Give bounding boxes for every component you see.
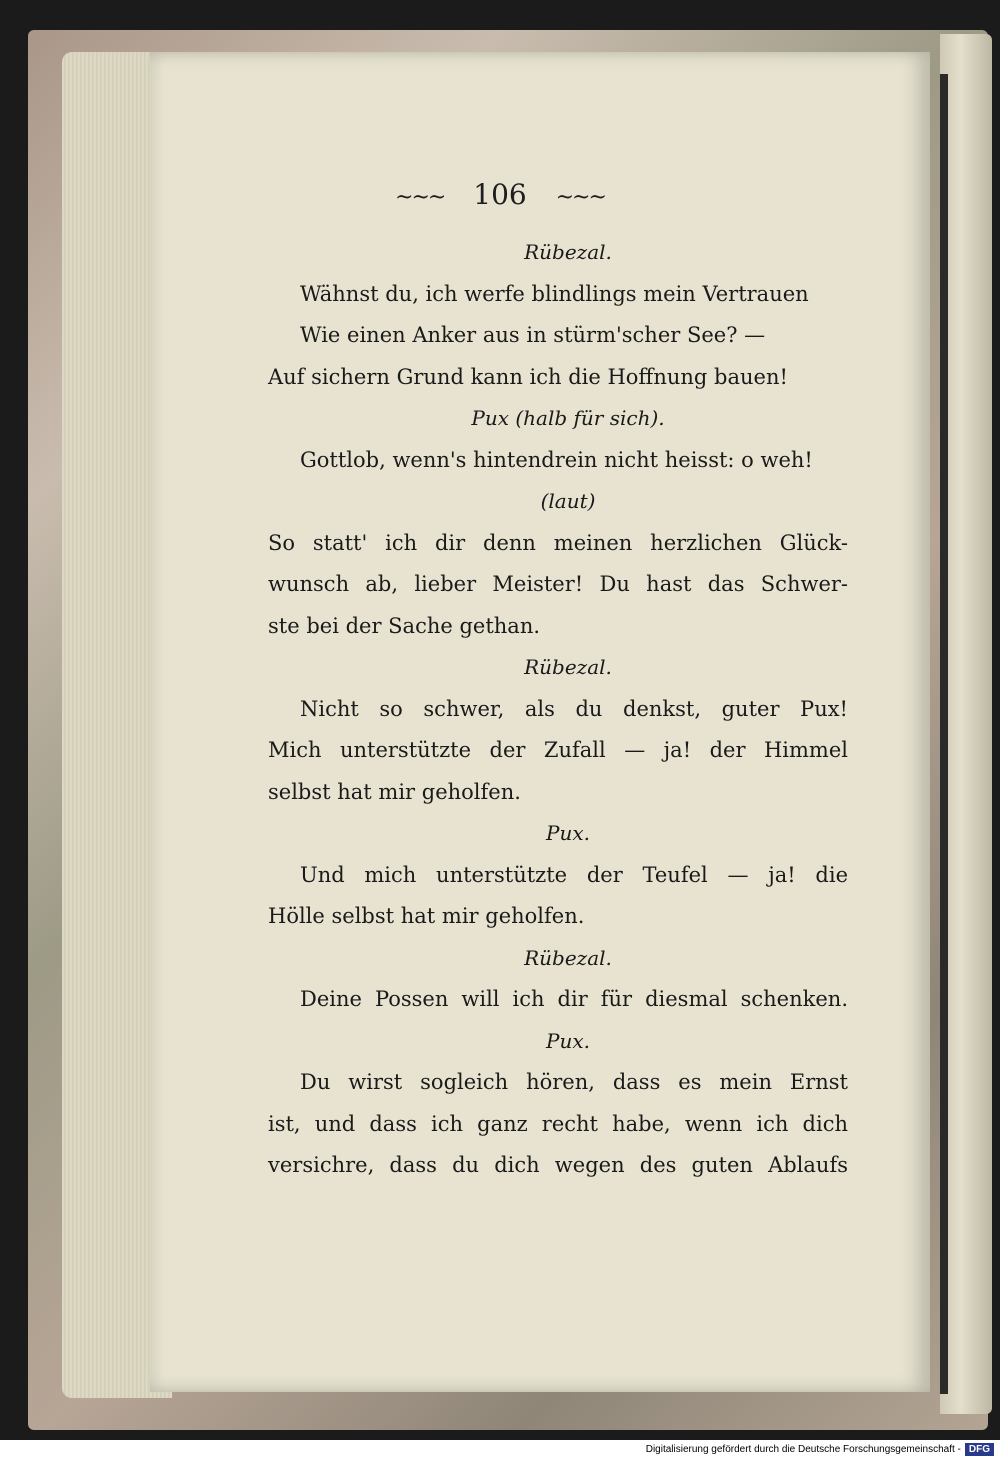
ornament-right-icon: ~~~ [555, 185, 605, 210]
speaker-name: Pux. [546, 821, 590, 845]
speaker-name: Rübezal. [524, 655, 612, 679]
prose-line: Hölle selbst hat mir geholfen. [268, 904, 585, 928]
prose-line: wunsch ab, lieber Meister! Du hast das Schwer- [268, 572, 848, 596]
verse-line: Gottlob, wenn's hintendrein nicht heisst: o weh! [300, 447, 813, 472]
speaker-name: Rübezal. [524, 945, 612, 970]
stage-direction: (laut) [540, 489, 596, 513]
prose-line: Nicht so schwer, als du denkst, guter Pux! [300, 696, 848, 721]
prose-line: selbst hat mir geholfen. [268, 779, 521, 804]
prose-line: Du wirst sogleich hören, dass es mein Ernst [300, 1070, 848, 1094]
prose-line: ste bei der Sache gethan. [268, 613, 541, 638]
dfg-logo: DFG [965, 1443, 994, 1456]
verse-line: Wähnst du, ich werfe blindlings mein Vertrauen [300, 281, 809, 306]
speaker-name: Pux (halb für sich). [471, 406, 665, 430]
speaker-name: Pux. [546, 1028, 590, 1053]
prose-line: Und mich unterstützte der Teufel — ja! die [300, 862, 848, 887]
speaker-name: Rübezal. [524, 240, 612, 264]
digitization-footer [0, 1440, 1000, 1459]
prose-line: Mich unterstützte der Zufall — ja! der Himmel [268, 738, 848, 762]
verse-line: Auf sichern Grund kann ich die Hoffnung bauen! [268, 364, 788, 389]
page-text [268, 232, 848, 1187]
verse-line: Wie einen Anker aus in stürm'scher See? — [300, 323, 766, 347]
prose-line: Deine Possen will ich dir für diesmal schenken. [300, 987, 848, 1011]
next-page-edge [940, 34, 992, 1414]
prose-line: versichre, dass du dich wegen des guten Ablaufs [268, 1153, 848, 1177]
page-header [0, 178, 1000, 211]
page-number: 106 [473, 178, 527, 211]
ornament-left-icon: ~~~ [395, 185, 445, 210]
footer-text: Digitalisierung gefördert durch die Deutsche Forschungsgemeinschaft - [645, 1444, 961, 1455]
gutter [940, 74, 948, 1394]
prose-line: ist, und dass ich ganz recht habe, wenn ich dich [268, 1111, 848, 1136]
prose-line: So statt' ich dir denn meinen herzlichen Glück- [268, 530, 848, 555]
